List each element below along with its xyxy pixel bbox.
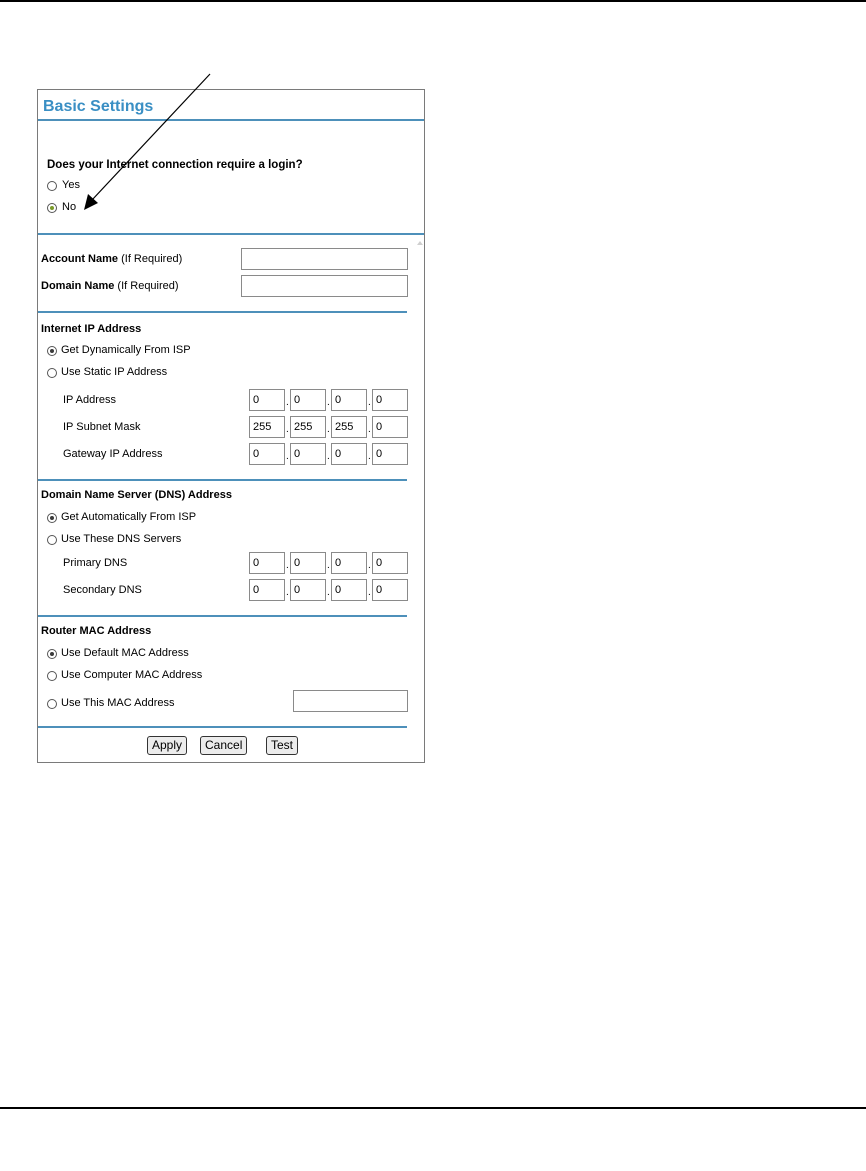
ip-subnet-octet-4[interactable]: [372, 416, 408, 438]
login-question: Does your Internet connection require a login?: [47, 159, 303, 171]
mac-custom-label: Use This MAC Address: [61, 697, 175, 709]
mac-heading: Router MAC Address: [41, 625, 152, 637]
scrollbar[interactable]: [416, 237, 424, 757]
dns-auto-option[interactable]: [47, 511, 227, 525]
dns-heading: Domain Name Server (DNS) Address: [41, 489, 232, 501]
ip-subnet-octets: [249, 416, 409, 438]
octet-separator: .: [286, 587, 289, 598]
dns-manual-radio[interactable]: [47, 535, 57, 545]
octet-separator: .: [368, 451, 371, 462]
octet-separator: .: [327, 424, 330, 435]
primary-dns-octet-1[interactable]: [249, 552, 285, 574]
gateway-ip-octets: [249, 443, 409, 465]
dns-manual-option[interactable]: [47, 533, 227, 547]
octet-separator: .: [368, 424, 371, 435]
octet-separator: .: [286, 424, 289, 435]
primary-dns-label: Primary DNS: [63, 557, 128, 569]
mac-address-input[interactable]: [293, 690, 408, 712]
mac-computer-radio[interactable]: [47, 671, 57, 681]
octet-separator: .: [368, 397, 371, 408]
octet-separator: .: [368, 587, 371, 598]
ip-address-octet-3[interactable]: [331, 389, 367, 411]
mac-default-option[interactable]: [47, 647, 247, 661]
octet-separator: .: [327, 560, 330, 571]
dns-manual-label: Use These DNS Servers: [61, 533, 182, 545]
secondary-dns-octet-3[interactable]: [331, 579, 367, 601]
primary-dns-octets: [249, 552, 409, 574]
octet-separator: .: [327, 451, 330, 462]
secondary-dns-label: Secondary DNS: [63, 584, 142, 596]
ip-subnet-label: IP Subnet Mask: [63, 421, 141, 433]
gateway-ip-label: Gateway IP Address: [63, 448, 163, 460]
annotation-arrow: [0, 0, 866, 260]
account-name-label: Account Name (If Required): [41, 253, 183, 265]
primary-dns-octet-3[interactable]: [331, 552, 367, 574]
gateway-ip-octet-4[interactable]: [372, 443, 408, 465]
ip-static-option[interactable]: [47, 366, 227, 380]
ip-dynamic-option[interactable]: [47, 344, 227, 358]
octet-separator: .: [327, 397, 330, 408]
ip-static-label: Use Static IP Address: [61, 366, 168, 378]
divider: [38, 726, 407, 728]
octet-separator: .: [286, 397, 289, 408]
secondary-dns-octet-1[interactable]: [249, 579, 285, 601]
login-yes-label: Yes: [62, 179, 80, 191]
login-no-label: No: [62, 201, 77, 213]
primary-dns-octet-2[interactable]: [290, 552, 326, 574]
ip-subnet-octet-3[interactable]: [331, 416, 367, 438]
internet-ip-heading: Internet IP Address: [41, 323, 142, 335]
divider: [38, 479, 407, 481]
domain-name-input[interactable]: [241, 275, 408, 297]
mac-computer-option[interactable]: [47, 669, 247, 683]
ip-dynamic-label: Get Dynamically From ISP: [61, 344, 191, 356]
octet-separator: .: [327, 587, 330, 598]
ip-subnet-octet-1[interactable]: [249, 416, 285, 438]
dns-auto-label: Get Automatically From ISP: [61, 511, 197, 523]
domain-name-label: Domain Name (If Required): [41, 280, 179, 292]
mac-default-label: Use Default MAC Address: [61, 647, 189, 659]
secondary-dns-octets: [249, 579, 409, 601]
page-title: Basic Settings: [43, 98, 154, 115]
mac-custom-radio[interactable]: [47, 699, 57, 709]
ip-address-octets: [249, 389, 409, 411]
ip-address-octet-4[interactable]: [372, 389, 408, 411]
mac-default-radio[interactable]: [47, 649, 57, 659]
secondary-dns-octet-2[interactable]: [290, 579, 326, 601]
divider: [38, 311, 407, 313]
octet-separator: .: [286, 451, 289, 462]
ip-static-radio[interactable]: [47, 368, 57, 378]
gateway-ip-octet-2[interactable]: [290, 443, 326, 465]
dns-auto-radio[interactable]: [47, 513, 57, 523]
bottom-page-rule: [0, 1107, 866, 1109]
mac-custom-option[interactable]: [47, 697, 247, 711]
ip-subnet-octet-2[interactable]: [290, 416, 326, 438]
cancel-button[interactable]: Cancel: [200, 736, 247, 755]
ip-address-octet-2[interactable]: [290, 389, 326, 411]
divider: [38, 615, 407, 617]
mac-computer-label: Use Computer MAC Address: [61, 669, 203, 681]
ip-address-label: IP Address: [63, 394, 116, 406]
ip-dynamic-radio[interactable]: [47, 346, 57, 356]
octet-separator: .: [368, 560, 371, 571]
gateway-ip-octet-3[interactable]: [331, 443, 367, 465]
test-button[interactable]: Test: [266, 736, 298, 755]
gateway-ip-octet-1[interactable]: [249, 443, 285, 465]
ip-address-octet-1[interactable]: [249, 389, 285, 411]
secondary-dns-octet-4[interactable]: [372, 579, 408, 601]
primary-dns-octet-4[interactable]: [372, 552, 408, 574]
octet-separator: .: [286, 560, 289, 571]
apply-button[interactable]: Apply: [147, 736, 187, 755]
